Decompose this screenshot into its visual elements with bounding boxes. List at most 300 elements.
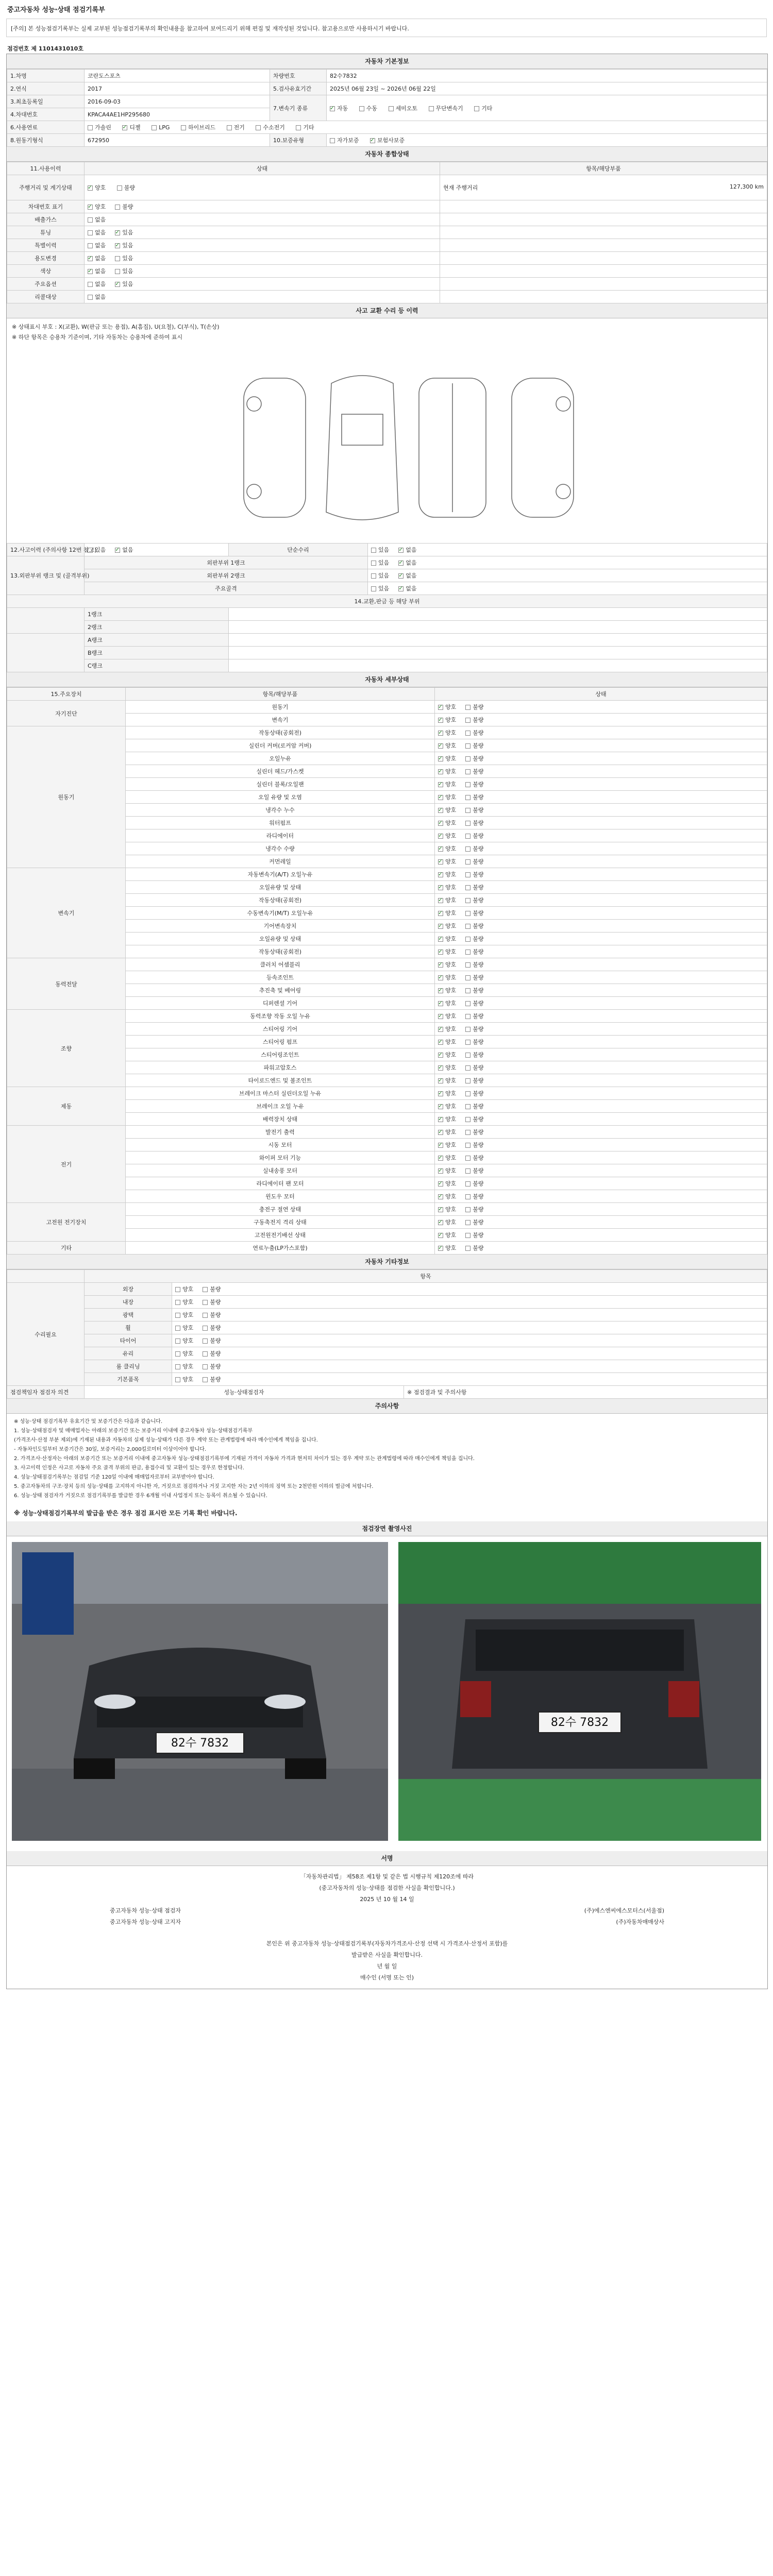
item-state: ✓ 양호 불량: [435, 997, 767, 1010]
basic-info-table: [7, 69, 767, 147]
checkbox: [438, 1104, 443, 1109]
item-label: 동력조향 작동 오일 누유: [126, 1010, 435, 1023]
item-state: ✓ 양호 불량: [435, 855, 767, 868]
group-label: 수리필요: [7, 1283, 85, 1386]
checkbox: [465, 1040, 470, 1045]
checkbox: [115, 256, 120, 261]
item-label: 발전기 출력: [126, 1126, 435, 1139]
signature-block: 「자동차관리법」 제58조 제1항 및 같은 법 시행규칙 제120조에 따라 (중고자동차의 성능·상태를 점검한 사실을 확인합니다.) 2025 년 10 월 14 일 중고자동차 성능·상태 점검자 (주)에스엔씨에스모터스(서울점) 중고자동차 성능·상태 고지자 (주)자동차매매상사 본인은 위 중고자동차 성능·상태점검기록부(자동차가격조사·산정 선택 시 가격조사·산정서 포함)를 발급받은 사실을 확인합니다. 년 월 일 매수인 (서명 또는 인): [7, 1866, 767, 1989]
checkbox: [181, 125, 186, 130]
item-state: ✓ 양호 불량: [435, 829, 767, 842]
checkbox: [398, 561, 404, 566]
checkbox: [465, 782, 470, 787]
rank-name: A랭크: [85, 634, 229, 647]
group-label: 제동: [7, 1087, 126, 1126]
item-state: ✓ 양호 불량: [435, 726, 767, 739]
car-rear-image: [398, 1542, 761, 1841]
checkbox: [88, 230, 93, 235]
rank-name: 2랭크: [85, 621, 229, 634]
checkbox: [438, 1130, 443, 1135]
checkbox: [438, 808, 443, 813]
item-state: 양호 불량: [172, 1334, 767, 1347]
detail-condition-section: [7, 672, 767, 1255]
checkbox: [465, 1117, 470, 1122]
checkbox: [438, 911, 443, 916]
section-heading: 자동차 기타정보: [7, 1255, 767, 1269]
item-label: 워터펌프: [126, 817, 435, 829]
checkbox: [438, 756, 443, 761]
checkbox: [465, 1233, 470, 1238]
item-label: 파워고압호스: [126, 1061, 435, 1074]
item-state: ✓ 양호 불량: [435, 945, 767, 958]
checkbox: [203, 1351, 208, 1357]
section-heading: 서명: [7, 1851, 767, 1866]
item-state: ✓ 양호 불량: [435, 1177, 767, 1190]
checkbox: [115, 282, 120, 287]
checkbox: [465, 859, 470, 865]
checkbox: [465, 1220, 470, 1225]
checkbox: [115, 243, 120, 248]
checkbox: [371, 586, 376, 591]
checkbox: [152, 125, 157, 130]
state-cell: ✓ 양호 불량: [85, 200, 440, 213]
rank-name: B랭크: [85, 647, 229, 659]
record-frame: [6, 54, 768, 1989]
item-state: ✓ 양호 불량: [435, 1203, 767, 1216]
item-state: 양호 불량: [172, 1360, 767, 1373]
item-label: 브레이크 오일 누유: [126, 1100, 435, 1113]
checkbox: [115, 269, 120, 274]
item-label: 휠: [85, 1321, 172, 1334]
checkbox: [359, 106, 364, 111]
item-state: ✓ 양호 불량: [435, 804, 767, 817]
checkbox: [203, 1326, 208, 1331]
checkbox: [88, 282, 93, 287]
item-state: ✓ 양호 불량: [435, 842, 767, 855]
front-photo: [12, 1542, 388, 1841]
notice-line: 3. 사고이력 인정은 사고로 자동차 주요 골격 부위의 판금, 용접수리 및 교환이 있는 경우로 한정합니다.: [14, 1465, 244, 1471]
item-state: ✓ 양호 불량: [435, 1139, 767, 1151]
section-heading: 자동차 세부상태: [7, 672, 767, 687]
item-state: ✓ 양호 불량: [435, 881, 767, 894]
car-side-right: [512, 378, 574, 517]
checkbox: [465, 1001, 470, 1006]
row-label: 튜닝: [7, 226, 85, 239]
checkbox: [465, 1246, 470, 1251]
checkbox: [122, 125, 127, 130]
item-state: ✓ 양호 불량: [435, 791, 767, 804]
checkbox: [371, 573, 376, 579]
rank-name: C랭크: [85, 659, 229, 672]
state-cell: ✓ 양호 불량: [85, 175, 440, 200]
checkbox: [438, 1156, 443, 1161]
item-state: ✓ 양호 불량: [435, 1242, 767, 1255]
label: 8.원동기형식: [7, 134, 85, 147]
checkbox: [203, 1377, 208, 1382]
checkbox: [438, 782, 443, 787]
checkbox: [465, 911, 470, 916]
checkbox: [465, 846, 470, 852]
item-state: ✓ 양호 불량: [435, 752, 767, 765]
car-diagram: [7, 347, 767, 543]
row-label: 12.사고이력 (주의사항 12번 참고): [7, 544, 85, 556]
checkbox: [438, 975, 443, 980]
item-label: 냉각수 누수: [126, 804, 435, 817]
opinion-text: ※ 점검결과 및 주의사항: [404, 1386, 767, 1399]
item-state: 양호 불량: [172, 1321, 767, 1334]
item-state: ✓ 양호 불량: [435, 714, 767, 726]
checkbox: [465, 731, 470, 736]
checkbox: [117, 185, 122, 191]
item-label: 변속기: [126, 714, 435, 726]
item-state: ✓ 양호 불량: [435, 1151, 767, 1164]
checkbox: [175, 1313, 180, 1318]
checkbox: [465, 1053, 470, 1058]
checkbox: [175, 1300, 180, 1305]
item-state: ✓ 양호 불량: [435, 1113, 767, 1126]
item-state: ✓ 양호 불량: [435, 1087, 767, 1100]
checkbox: [330, 106, 335, 111]
checkbox: [465, 1143, 470, 1148]
item-label: 클러치 어셈블리: [126, 958, 435, 971]
col-header: 15.주요장치: [7, 688, 126, 701]
damage-table: 12.사고이력 (주의사항 12번 참고) 있음✓ 없음 단순수리 있음✓ 없음 13.외판부위 랭크 및 (골격부위) 외판부위 1랭크 있음✓ 없음 외판부위 2랭크 있음✓ 없음 주요골격 있음✓ 없음 14.교환,판금 등 해당 부위 1랭크 2랭크 A랭크 B랭크 C랭크: [7, 543, 767, 672]
item-label: 브레이크 마스터 실린더오일 누유: [126, 1087, 435, 1100]
col-header: 항목: [85, 1270, 767, 1283]
item-label: 커먼레일: [126, 855, 435, 868]
checkbox: [465, 1065, 470, 1071]
col-header: 상태: [85, 162, 440, 175]
label: 4.차대번호: [7, 108, 85, 121]
checkbox: [465, 1194, 470, 1199]
checkbox: [438, 1053, 443, 1058]
item-state: 양호 불량: [172, 1373, 767, 1386]
item-state: ✓ 양호 불량: [435, 958, 767, 971]
item-state: ✓ 양호 불량: [435, 1061, 767, 1074]
item-label: 룸 클리닝: [85, 1360, 172, 1373]
checkbox: [438, 1014, 443, 1019]
item-state: ✓ 양호 불량: [435, 920, 767, 933]
label: 2.연식: [7, 82, 85, 95]
checkbox: [398, 548, 404, 553]
checkbox: [465, 769, 470, 774]
page-title: 중고자동차 성능·상태 점검기록부: [7, 6, 105, 14]
notice-section: [7, 1399, 767, 1521]
checkbox: [438, 898, 443, 903]
inspection-validity: 2025년 06월 23일 ~ 2026년 06월 22일: [327, 82, 767, 95]
notice-line: (가격조사·산정 부분 제외)에 기재된 내용과 자동차의 실제 성능·상태가 다른 경우 계약 또는 관계법령에 따라 매수인에게 책임을 집니다.: [14, 1437, 318, 1443]
plate-number: 82수7832: [327, 70, 767, 82]
model-year: 2017: [85, 82, 270, 95]
item-state: ✓ 양호 불량: [435, 984, 767, 997]
checkbox: [438, 1078, 443, 1083]
parts-heading: 14.교환,판금 등 해당 부위: [7, 595, 767, 608]
checkbox: [438, 1194, 443, 1199]
item-state: 양호 불량: [172, 1296, 767, 1309]
checkbox: [465, 924, 470, 929]
checkbox: [175, 1377, 180, 1382]
item-state: 양호 불량: [172, 1283, 767, 1296]
checkbox: [115, 230, 120, 235]
photos-section: [7, 1521, 767, 1851]
checkbox: [175, 1287, 180, 1292]
fuel-options: 가솔린 ✓ 디젤 LPG 하이브리드 전기 수소전기 기타: [85, 121, 767, 134]
checkbox: [438, 731, 443, 736]
checkbox: [465, 872, 470, 877]
checkbox: [88, 295, 93, 300]
detail-table: [7, 687, 767, 1255]
checkbox: [330, 138, 335, 143]
item-label: 연료누출(LP가스포함): [126, 1242, 435, 1255]
checkbox: [88, 256, 93, 261]
car-side-left: [244, 378, 306, 517]
checkbox: [438, 1091, 443, 1096]
group-label: 기타: [7, 1242, 126, 1255]
other-table: [7, 1269, 767, 1399]
checkbox: [115, 548, 120, 553]
windshield-icon: [342, 414, 383, 445]
item-state: ✓ 양호 불량: [435, 1164, 767, 1177]
item-label: 외장: [85, 1283, 172, 1296]
item-state: ✓ 양호 불량: [435, 1048, 767, 1061]
checkbox: [438, 885, 443, 890]
checkbox: [438, 769, 443, 774]
item-label: 작동상태(공회전): [126, 894, 435, 907]
row-label: 단순수리: [229, 544, 368, 556]
checkbox: [438, 1065, 443, 1071]
item-state: ✓ 양호 불량: [435, 765, 767, 778]
checkbox: [438, 1246, 443, 1251]
item-label: 냉각수 수량: [126, 842, 435, 855]
checkbox: [438, 846, 443, 852]
item-label: 광택: [85, 1309, 172, 1321]
item-label: 작동상태(공회전): [126, 726, 435, 739]
checkbox: [438, 962, 443, 968]
checkbox: [203, 1338, 208, 1344]
inspector-company: (주)에스엔씨에스모터스(서울점): [584, 1907, 664, 1914]
item-state: 양호 불량: [172, 1347, 767, 1360]
item-state: ✓ 양호 불량: [435, 739, 767, 752]
checkbox: [438, 872, 443, 877]
col-header: 항목/해당부품: [440, 162, 767, 175]
row-label: 점검책임자 점검자 의견: [7, 1386, 85, 1399]
engine-type: 672950: [85, 134, 270, 147]
checkbox: [175, 1364, 180, 1369]
checkbox: [398, 586, 404, 591]
checkbox: [203, 1313, 208, 1318]
checkbox: [115, 205, 120, 210]
item-label: 등속조인트: [126, 971, 435, 984]
row-label: 리콜대상: [7, 291, 85, 303]
state-cell: ✓ 없음 있음: [85, 252, 440, 265]
item-label: 시동 모터: [126, 1139, 435, 1151]
item-state: ✓ 양호 불량: [435, 868, 767, 881]
rank-name: 1랭크: [85, 608, 229, 621]
item-label: 고전원전기배선 상태: [126, 1229, 435, 1242]
state-cell: 없음✓ 있음: [85, 278, 440, 291]
car-top-view: [326, 376, 398, 520]
checkbox: [389, 106, 394, 111]
item-label: 원동기: [126, 701, 435, 714]
checkbox: [438, 821, 443, 826]
item-label: 추진축 및 베어링: [126, 984, 435, 997]
checkbox: [175, 1351, 180, 1357]
section-heading: 자동차 기본정보: [7, 54, 767, 69]
checkbox: [438, 1233, 443, 1238]
item-label: 라디에이터: [126, 829, 435, 842]
item-label: 내장: [85, 1296, 172, 1309]
checkbox: [438, 1168, 443, 1174]
item-label: 기어변속장치: [126, 920, 435, 933]
row-label: 색상: [7, 265, 85, 278]
item-label: 오일유량 및 상태: [126, 881, 435, 894]
group-label: 전기: [7, 1126, 126, 1203]
checkbox: [438, 743, 443, 749]
checker-label: 중고자동차 성능·상태 고지자: [110, 1919, 181, 1925]
other-info-section: [7, 1255, 767, 1399]
checkbox: [371, 561, 376, 566]
wheel-icon: [556, 397, 570, 411]
inspector-label: 중고자동차 성능·상태 점검자: [110, 1907, 181, 1914]
item-label: 스티어링 펌프: [126, 1036, 435, 1048]
checkbox: [438, 1181, 443, 1187]
checkbox: [465, 1181, 470, 1187]
notice-line: 6. 성능·상태 점검자가 거짓으로 점검기록부를 발급한 경우 6개월 이내 사업정지 또는 등록이 취소될 수 있습니다.: [14, 1493, 267, 1499]
notice-line: 5. 중고자동차의 구조·장치 등의 성능·상태를 고지하지 아니한 자, 거짓으로 점검하거나 거짓 고지한 자는 2년 이하의 징역 또는 2천만원 이하의 벌금에 처합니다.: [14, 1484, 374, 1489]
item-label: 실린더 헤드/가스켓: [126, 765, 435, 778]
state-cell: 없음✓ 있음: [85, 226, 440, 239]
checkbox: [203, 1364, 208, 1369]
item-state: ✓ 양호 불량: [435, 1216, 767, 1229]
checkbox: [465, 795, 470, 800]
item-state: ✓ 양호 불량: [435, 933, 767, 945]
wheel-icon: [247, 484, 261, 499]
checkbox: [465, 950, 470, 955]
item-label: 라디에이터 팬 모터: [126, 1177, 435, 1190]
group-label: 조향: [7, 1010, 126, 1087]
checkbox: [465, 1091, 470, 1096]
checkbox: [88, 185, 93, 191]
col-header: 11.사용이력: [7, 162, 85, 175]
rear-photo: [398, 1542, 761, 1841]
item-label: 배력장치 상태: [126, 1113, 435, 1126]
item-label: 유리: [85, 1347, 172, 1360]
checkbox: [465, 1014, 470, 1019]
col-header: 상태: [435, 688, 767, 701]
state-cell: 없음: [85, 291, 440, 303]
item-label: 실내송풍 모터: [126, 1164, 435, 1177]
row-label: 용도변경: [7, 252, 85, 265]
item-state: 양호 불량: [172, 1309, 767, 1321]
checkbox: [465, 705, 470, 710]
top-notice: [주의] 본 성능점검기록부는 실제 교부된 성능점검기록부의 확인내용을 참고하여 보여드리기 위해 편집 및 재작성된 것입니다. 참고용으로만 사용하시기 바랍니다.: [6, 19, 767, 37]
sign-date: 2025 년 10 월 14 일: [360, 1896, 414, 1903]
wheel-icon: [247, 397, 261, 411]
general-condition-section: [7, 147, 767, 303]
item-state: ✓ 양호 불량: [435, 1229, 767, 1242]
item-state: ✓ 양호 불량: [435, 778, 767, 791]
checkbox: [88, 269, 93, 274]
plate-text: 82수 7832: [171, 1737, 229, 1750]
row-label: 차대번호 표기: [7, 200, 85, 213]
group-label: 변속기: [7, 868, 126, 958]
item-state: ✓ 양호 불량: [435, 1010, 767, 1023]
inspection-number: 점검번호 제 1101431010호: [7, 45, 83, 52]
checkbox: [438, 1117, 443, 1122]
item-state: ✓ 양호 불량: [435, 1036, 767, 1048]
checkbox: [370, 138, 375, 143]
checkbox: [438, 859, 443, 865]
label: 3.최초등록일: [7, 95, 85, 108]
signature-section: [7, 1851, 767, 1989]
checkbox: [465, 808, 470, 813]
fee-text: 성능·상태점검자: [85, 1386, 404, 1399]
item-label: 와이퍼 모터 기능: [126, 1151, 435, 1164]
checkbox: [438, 1220, 443, 1225]
checkbox: [465, 834, 470, 839]
checkbox: [465, 885, 470, 890]
checkbox: [465, 937, 470, 942]
notice-line: 2. 가격조사·산정자는 아래의 보증기간 또는 보증거리 이내에 중고자동차 성능·상태점검기록부에 기재된 가격이 자동차 가격과 현저히 차이가 있는 경우 계약 또는 관계법령에 따라 매수인에게 책임을 집니다.: [14, 1456, 475, 1462]
mileage: 127,300 km: [729, 183, 764, 190]
checkbox: [256, 125, 261, 130]
group-label: 고전원 전기장치: [7, 1203, 126, 1242]
item-label: 실린더 커버(로커암 커버): [126, 739, 435, 752]
car-front-image: [12, 1542, 388, 1841]
row-label: 배출가스: [7, 213, 85, 226]
damage-history-section: [7, 303, 767, 672]
item-label: 윈도우 모터: [126, 1190, 435, 1203]
item-state: ✓ 양호 불량: [435, 817, 767, 829]
checkbox: [438, 1207, 443, 1212]
checkbox: [465, 1168, 470, 1174]
item-label: 실린더 블록/오일팬: [126, 778, 435, 791]
damage-legend: ※ 상태표시 부호 : X(교환), W(판금 또는 용접), A(흠집), U(요철), C(부식), T(손상) ※ 하단 항목은 승용차 기준이며, 기타 자동차는 승용차에 준하여 표시: [12, 324, 220, 341]
checkbox: [465, 1130, 470, 1135]
section-heading: 주의사항: [7, 1399, 767, 1414]
item-label: 구동축전지 격리 상태: [126, 1216, 435, 1229]
item-state: ✓ 양호 불량: [435, 1100, 767, 1113]
notice-line: ※ 성능·상태 점검기록부 유효기간 및 보증기간은 다음과 같습니다.: [14, 1419, 163, 1425]
checkbox: [203, 1287, 208, 1292]
checkbox: [438, 718, 443, 723]
group-label: 동력전달: [7, 958, 126, 1010]
transmission-options: ✓ 자동 수동 세미오토 무단변속기 기타: [327, 95, 767, 121]
mileage-cell: 현재 주행거리 127,300 km: [440, 175, 767, 200]
checkbox: [465, 1104, 470, 1109]
checkbox: [88, 217, 93, 223]
checkbox: [88, 125, 93, 130]
checkbox: [227, 125, 232, 130]
notice-line: 4. 성능·상태점검기록부는 점검일 기준 120일 이내에 매매업자로부터 교부받아야 합니다.: [14, 1475, 214, 1480]
checkbox: [175, 1326, 180, 1331]
label: 7.변속기 종류: [270, 95, 327, 121]
plate-text: 82수 7832: [550, 1716, 609, 1729]
notice-warning: ※ 성능·상태점검기록부의 발급을 받은 경우 점검 표시란 모든 기록 확인 바랍니다.: [14, 1510, 238, 1517]
col-header: 항목/해당부품: [126, 688, 435, 701]
item-label: 타이어: [85, 1334, 172, 1347]
checkbox: [465, 1207, 470, 1212]
item-state: ✓ 양호 불량: [435, 907, 767, 920]
checkbox: [429, 106, 434, 111]
checkbox: [465, 962, 470, 968]
checkbox: [465, 975, 470, 980]
rank-label: 주요골격: [85, 582, 368, 595]
checkbox: [371, 548, 376, 553]
checkbox: [88, 205, 93, 210]
item-state: ✓ 양호 불량: [435, 701, 767, 714]
checkbox: [438, 795, 443, 800]
